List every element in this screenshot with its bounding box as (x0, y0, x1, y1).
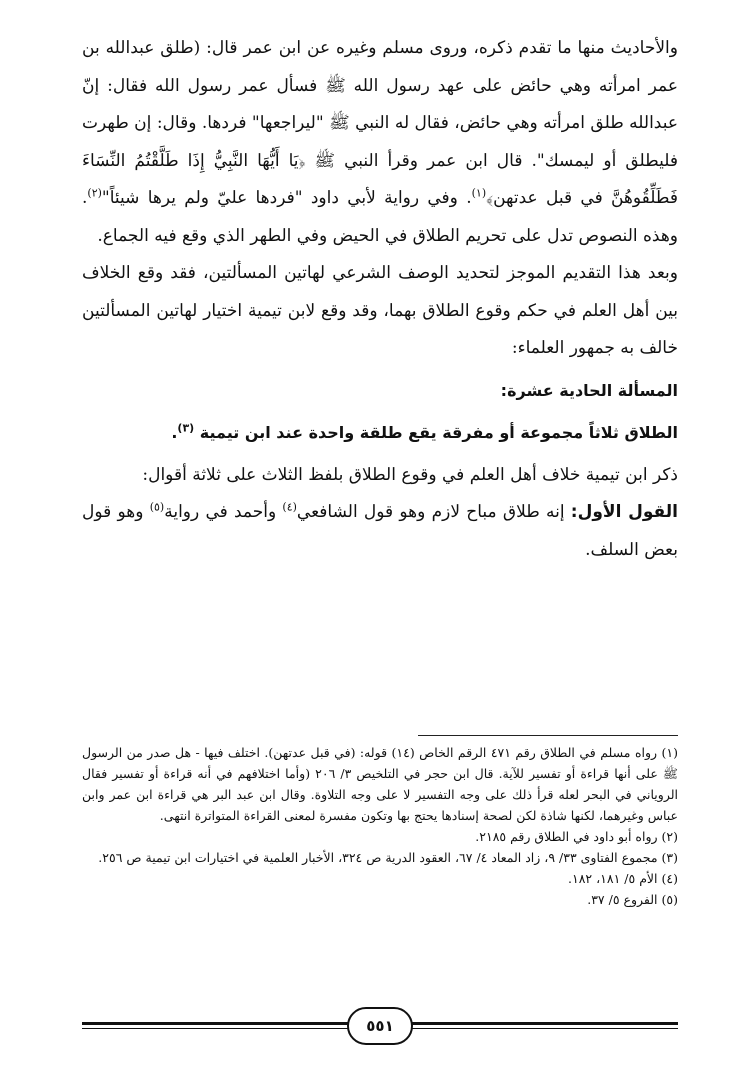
footnote-ref-4: (٤) (282, 500, 297, 514)
paragraph-first-opinion (82, 494, 678, 569)
page-number: ٥٥١ (347, 1007, 413, 1045)
footnote-separator (418, 735, 678, 736)
paragraph-1-end: . وهذه النصوص تدل على تحريم الطلاق في الحيض وفي الطهر الذي وقع فيه الجماع. (82, 188, 678, 246)
first-opinion-text-2: وأحمد في رواية (164, 502, 283, 522)
main-text (82, 30, 678, 569)
footnote-ref-5: (٥) (149, 500, 165, 514)
footnote-ref-2: (٢) (87, 186, 102, 200)
ruling-heading-text: الطلاق ثلاثاً مجموعة أو مفرقة يقع طلقة واحدة عند ابن تيمية (199, 422, 678, 442)
ruling-heading-end: . (171, 422, 178, 442)
footnote-5: (٥) الفروع ٥/ ٣٧. (587, 892, 678, 907)
first-opinion-label: القول الأول: (570, 502, 679, 522)
footnotes (82, 742, 678, 910)
footnote-1: (١) رواه مسلم في الطلاق رقم ٤٧١ الرقم الخاص (١٤) قوله: (في قبل عدتهن). اختلف فيها - هل صدر من الرسول ﷺ على أنها قراءة أو تفسير للآية. قال ابن حجر في التلخيص ٣/ ٢٠٦ (وأما اختلافهم في أنه قراءة أو تفسير فقال الروياني في البحر لعله قرأ ذلك على وجه التفسير لا على وجه التلاوة. وقال ابن عبد البر هي قراءة ابن عمر وابن عباس وغيرهما، لكنها شاذة لكن لصحة إسنادها يحتج بها وتكون مفسرة لمعنى القراءة المتواترة انتهى. (82, 745, 678, 823)
issue-heading: المسألة الحادية عشرة: (500, 380, 678, 400)
first-opinion-text: إنه طلاق مباح لازم وهو قول الشافعي (296, 502, 571, 522)
first-opinion-text-3: وهو قول بعض السلف. (82, 502, 678, 560)
book-page (82, 30, 678, 1070)
paragraph-1-continued: . وفي رواية لأبي داود "فردها عليّ ولم يرها شيئاً" (101, 188, 472, 208)
paragraph-1-text: والأحاديث منها ما تقدم ذكره، وروى مسلم وغيره عن ابن عمر قال: (طلق عبدالله بن عمر امرأته وهي حائض على عهد رسول الله ﷺ فسأل عمر رسول الله فقال: إنّ عبدالله طلق امرأته وهي حائض، فقال له النبي ﷺ "ليراجعها" فردها. وقال: إن طهرت فليطلق أو ليمسك". قال ابن عمر وقرأ النبي ﷺ ﴿يَا أَيُّهَا النَّبِيُّ إِذَا طَلَّقْتُمُ النِّسَاءَ فَطَلِّقُوهُنَّ في قبل عدتهن﴾ (82, 38, 678, 208)
paragraph-hadith (82, 30, 678, 255)
ruling-heading (82, 413, 678, 453)
paragraph-opinions: ذكر ابن تيمية خلاف أهل العلم في وقوع الطلاق بلفظ الثلاث على ثلاثة أقوال: (142, 464, 678, 485)
footnote-ref-1: (١) (471, 186, 487, 200)
footnote-4: (٤) الأم ٥/ ١٨١، ١٨٢. (568, 871, 678, 886)
footnote-2: (٢) رواه أبو داود في الطلاق رقم ٢١٨٥. (475, 829, 678, 844)
paragraph-introduction: وبعد هذا التقديم الموجز لتحديد الوصف الشرعي لهاتين المسألتين، فقد وقع الخلاف بين أهل العلم في حكم وقوع الطلاق بهما، وقد وقع لابن تيمية اختيار لهاتين المسألتين خالف به جمهور العلماء: (82, 263, 678, 358)
footnote-3: (٣) مجموع الفتاوى ٣٣/ ٩، زاد المعاد ٤/ ٦٧، العقود الدرية ص ٣٢٤، الأخبار العلمية في اختيارات ابن تيمية ص ٢٥٦. (98, 850, 678, 865)
footnote-ref-3: (٣) (177, 421, 195, 435)
